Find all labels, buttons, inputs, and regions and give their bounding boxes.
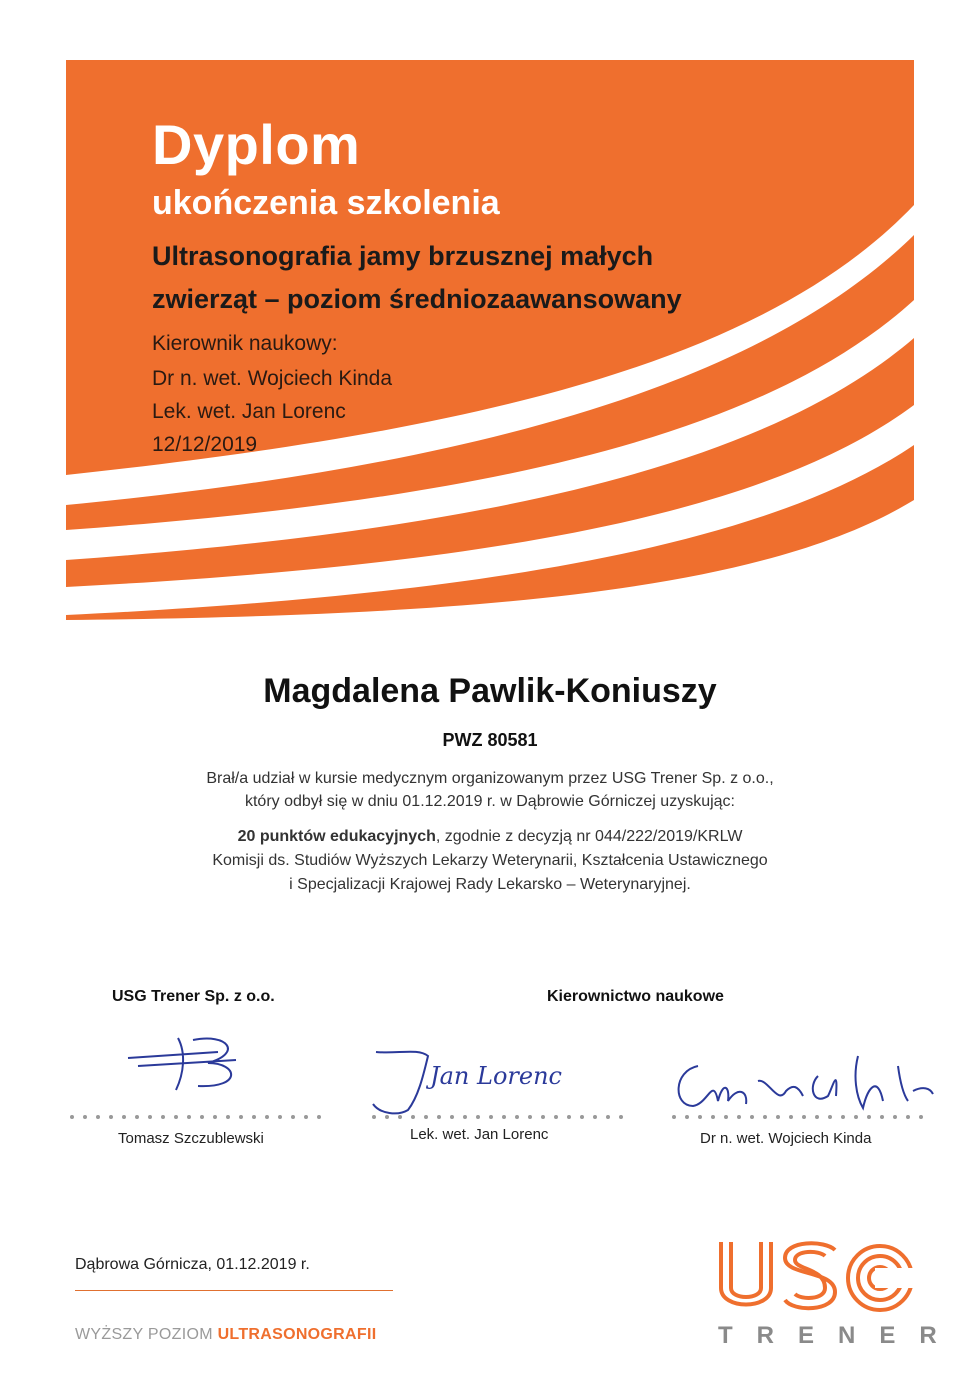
place-and-date: Dąbrowa Górnicza, 01.12.2019 r. [75, 1256, 310, 1273]
signature-2-text: Jan Lorenc [430, 1062, 562, 1090]
signature-2 [368, 1042, 568, 1127]
signature-line-2 [372, 1106, 632, 1112]
course-title-line-2: zwierząt – poziom średniozaawansowany [152, 284, 682, 314]
course-date: 12/12/2019 [152, 433, 258, 456]
body-line-3 [0, 828, 980, 846]
usg-logo [715, 1238, 915, 1323]
diploma-subtitle: ukończenia szkolenia [152, 184, 500, 222]
signature-1 [118, 1028, 258, 1098]
signature-line-3 [672, 1106, 932, 1112]
slogan-part-1: WYŻSZY POZIOM [75, 1326, 218, 1343]
signature-line-1 [70, 1106, 330, 1112]
body-line-5: i Specjalizacji Krajowej Rady Lekarsko – Weterynaryjnej. [289, 876, 691, 893]
signature-3 [668, 1046, 938, 1126]
slogan-part-2: ULTRASONOGRAFII [217, 1326, 377, 1343]
decision-text: , zgodnie z decyzją nr 044/222/2019/KRLW [435, 828, 743, 845]
supervisor-2: Lek. wet. Jan Lorenc [152, 400, 346, 423]
signatory-1: Tomasz Szczublewski [118, 1130, 264, 1147]
signatory-2: Lek. wet. Jan Lorenc [410, 1126, 549, 1143]
recipient-pwz: PWZ 80581 [442, 730, 538, 750]
footer-slogan [75, 1326, 376, 1344]
signatory-3: Dr n. wet. Wojciech Kinda [700, 1130, 872, 1147]
course-title-line-1: Ultrasonografia jamy brzusznej małych [152, 241, 654, 271]
scientific-label: Kierownictwo naukowe [547, 988, 724, 1005]
recipient-name: Magdalena Pawlik-Koniuszy [263, 672, 717, 710]
course-title [152, 235, 852, 321]
supervisor-1: Dr n. wet. Wojciech Kinda [152, 367, 393, 390]
points-count: 20 punktów edukacyjnych [237, 828, 436, 845]
body-line-2: który odbył się w dniu 01.12.2019 r. w Dąbrowie Górniczej uzyskując: [244, 793, 735, 810]
body-line-1: Brał/a udział w kursie medycznym organizowanym przez USG Trener Sp. z o.o., [206, 770, 774, 787]
usg-logo-subtitle: TRENER [718, 1322, 961, 1349]
supervisor-label: Kierownik naukowy: [152, 332, 338, 355]
usg-logo-mark [715, 1238, 915, 1318]
footer-divider [75, 1290, 393, 1291]
company-label: USG Trener Sp. z o.o. [112, 988, 275, 1005]
diploma-title: Dyplom [152, 113, 361, 176]
body-line-4: Komisji ds. Studiów Wyższych Lekarzy Weterynarii, Kształcenia Ustawicznego [212, 852, 768, 869]
